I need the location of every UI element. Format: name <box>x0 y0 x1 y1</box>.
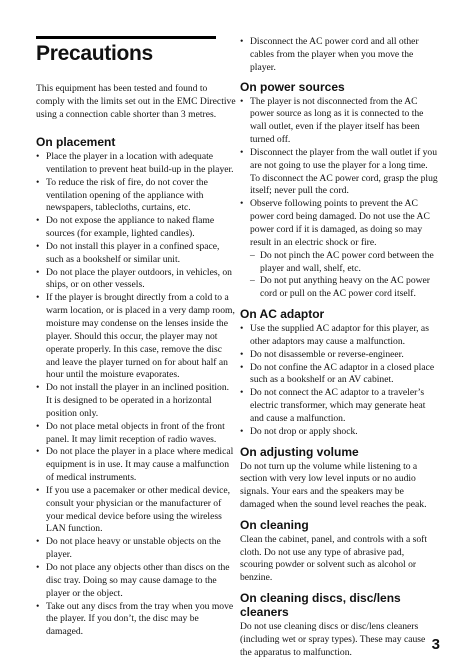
page-number: 3 <box>431 636 440 653</box>
intro-text: This equipment has been tested and found to comply with the limits set out in the EMC Directive using a connection cable shorter than 3 metres. <box>36 83 236 120</box>
intro-paragraph <box>36 83 236 121</box>
page-title: Precautions <box>36 42 153 65</box>
adaptor-list <box>240 323 438 439</box>
list-item: • Take out any discs from the tray when you move the player. If you don’t, the disc may be damaged. <box>36 601 236 640</box>
placement-list <box>36 151 236 639</box>
list-item: • If the player is brought directly from a cold to a warm location, or is placed in a very damp room, moisture may condense on the lenses inside the player. Should this occur, the player may not operate properly. In this case, remove the disc and leave the player turned on for about half an hour until the moisture evaporates. <box>36 292 236 382</box>
power-list <box>240 96 438 302</box>
heading-volume: On adjusting volume <box>240 444 359 459</box>
heading-power: On power sources <box>240 79 345 94</box>
list-item: • Do not expose the appliance to naked flame sources (for example, lighted candles). <box>36 215 236 241</box>
section-placement <box>36 135 236 639</box>
heading-cleaning: On cleaning <box>240 517 309 532</box>
list-item: • Use the supplied AC adaptor for this player, as other adaptors may cause a malfunction. <box>240 323 438 349</box>
list-item: • Do not drop or apply shock. <box>240 426 438 439</box>
cleaning-discs-text: Do not use cleaning discs or disc/lens cleaners (including wet or spray types). These may cause the apparatus to malfunction. <box>240 621 426 658</box>
list-item: • The player is not disconnected from the AC power source as long as it is connected to the wall outlet, even if the player itself has been turned off. <box>240 96 438 147</box>
heading-adaptor: On AC adaptor <box>240 307 325 322</box>
list-item: • Do not disassemble or reverse-engineer. <box>240 349 438 362</box>
list-item: • To reduce the risk of fire, do not cover the ventilation opening of the appliance with newspapers, tablecloths, curtains, etc. <box>36 177 236 216</box>
list-item: • Do not confine the AC adaptor in a closed place such as a bookshelf or an AV cabinet. <box>240 362 438 388</box>
list-item: • Place the player in a location with adequate ventilation to prevent heat build-up in the player. <box>36 151 236 177</box>
move-list <box>240 36 438 75</box>
sub-list-item: – Do not put anything heavy on the AC power cord or pull on the AC power cord itself. <box>240 275 438 301</box>
list-item: • Disconnect the player from the wall outlet if you are not going to use the player for a long time. To disconnect the AC power cord, grasp the plug itself; never pull the cord. <box>240 147 438 198</box>
list-item: • Do not place metal objects in front of the front panel. It may limit reception of radio waves. <box>36 421 236 447</box>
list-item: • Do not install the player in an inclined position. It is designed to be operated in a horizontal position only. <box>36 382 236 421</box>
cleaning-text: Clean the cabinet, panel, and controls with a soft cloth. Do not use any type of abrasive pad, scouring powder or solvent such as alcohol or benzine. <box>240 533 428 584</box>
title-rule <box>36 36 216 39</box>
list-item: • Do not connect the AC adaptor to a traveler’s electric transformer, which may generate heat and cause a malfunction. <box>240 387 438 426</box>
list-item: • Do not place heavy or unstable objects on the player. <box>36 536 236 562</box>
heading-placement: On placement <box>36 135 116 149</box>
right-column <box>240 36 438 659</box>
heading-cleaning-discs: On cleaning discs, disc/lens cleaners <box>240 591 401 619</box>
list-item: • Do not place any objects other than discs on the disc tray. Doing so may cause damage to the player or the object. <box>36 562 236 601</box>
list-item: • Do not install this player in a confined space, such as a bookshelf or similar unit. <box>36 241 236 267</box>
sub-list-item: – Do not pinch the AC power cord between the player and wall, shelf, etc. <box>240 250 438 276</box>
list-item: • Disconnect the AC power cord and all other cables from the player when you move the player. <box>240 36 438 75</box>
list-item: • Observe following points to prevent the AC power cord being damaged. Do not use the AC power cord if it is damaged, as doing so may result in an electric shock or fire. <box>240 198 438 249</box>
list-item: • Do not place the player outdoors, in vehicles, on ships, or on other vessels. <box>36 267 236 293</box>
list-item: • Do not place the player in a place where medical equipment is in use. It may cause a malfunction of medical instruments. <box>36 446 236 485</box>
volume-text: Do not turn up the volume while listening to a section with very low level inputs or no audio signals. Your ears and the speakers may be damaged when the sound level reaches the peak. <box>240 460 427 511</box>
list-item: • If you use a pacemaker or other medical device, consult your physician or the manufacturer of your medical device before using the wireless LAN function. <box>36 485 236 536</box>
